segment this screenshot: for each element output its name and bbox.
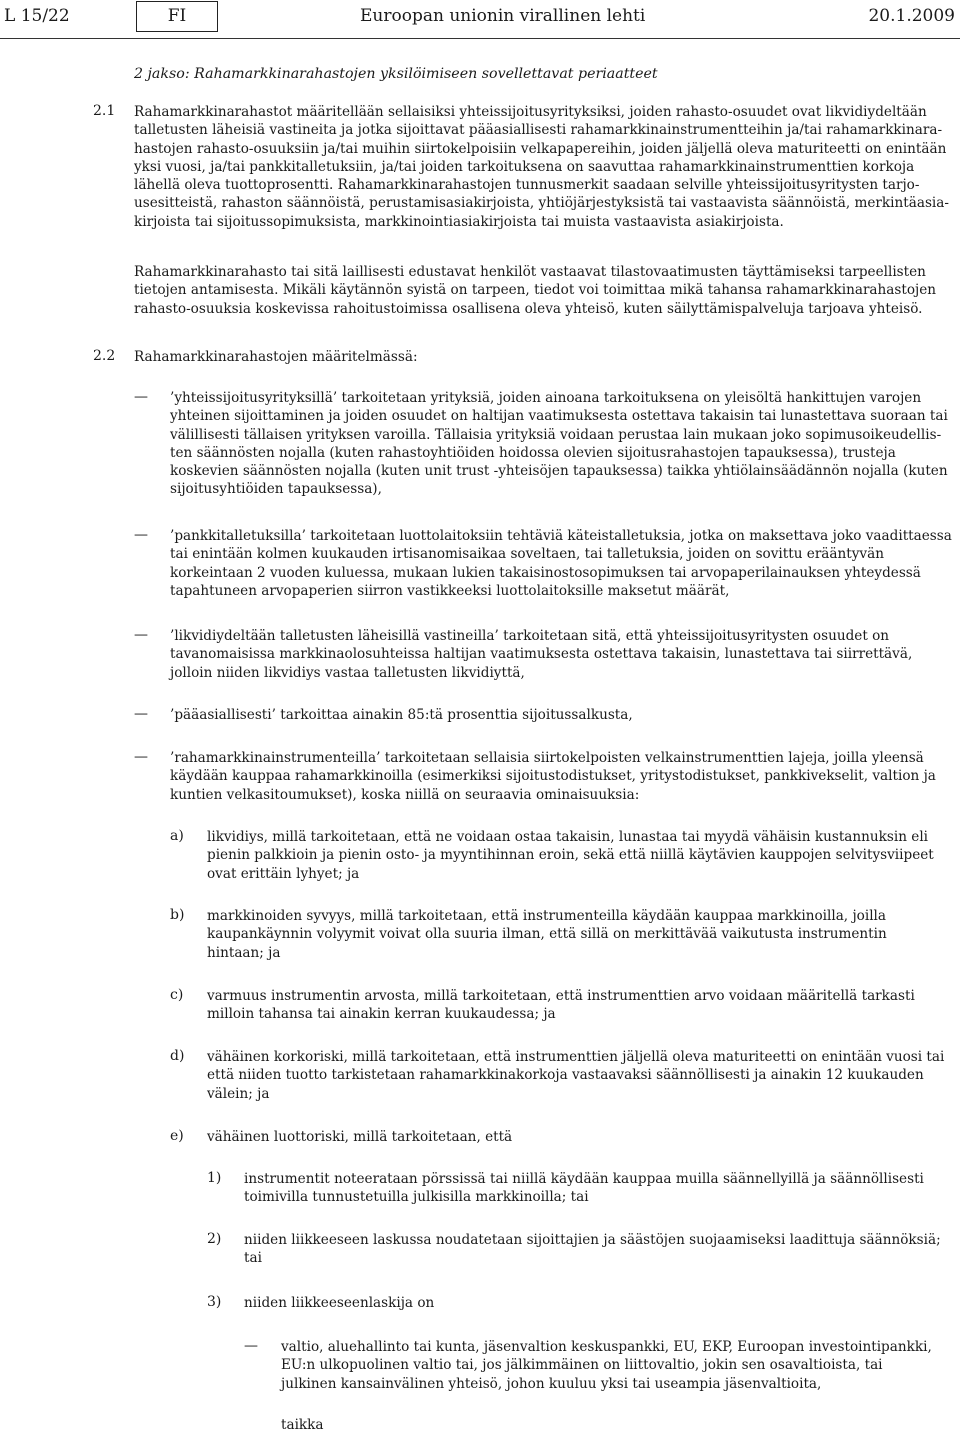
paragraph-2-2-intro: Rahamarkkinarahastojen määritelmässä:: [134, 349, 418, 365]
list-dash: —: [134, 749, 148, 765]
issuer-list-item: [281, 1338, 932, 1393]
numbered-text: [244, 1170, 924, 1207]
text-line: tai enintään kolmen kuukauden irtisanomisaikaa soveltaen, tai talletuksia, joiden on sovittu erääntyvän: [170, 546, 884, 563]
subitem-label: d): [170, 1048, 185, 1064]
numbered-label: 3): [207, 1294, 222, 1310]
text-line: hastojen rahasto-osuuksiin ja/tai muihin siirtokelpoisiin velkapapereihin, joiden jäljellä oleva maturiteetti on enintään: [134, 140, 947, 157]
text-line: lähellä oleva tuottoprosentti. Rahamarkkinarahastojen tunnusmerkit saadaan selville yhteissijoitusyritysten tarjo-: [134, 177, 920, 194]
text-line: ten säännösten nojalla (kuten rahastoyhtiöiden hoidossa olevien sijoitusrahastojen tapauksessa), trusteja: [170, 444, 896, 461]
subitem-label: a): [170, 828, 184, 844]
language-code-box: FI: [136, 1, 218, 32]
subitem-text: [207, 987, 915, 1024]
continuation-word: taikka: [281, 1417, 324, 1433]
text-line: ’likvidiydeltään talletusten läheisillä vastineilla’ tarkoitetaan sitä, että yhteissijoitusyritysten osuudet on: [170, 628, 890, 644]
text-line: ’pääasiallisesti’ tarkoittaa ainakin 85:tä prosenttia sijoitussalkusta,: [170, 707, 633, 723]
text-line: kuntien velkasitoumukset), koska niillä on seuraavia ominaisuuksia:: [170, 786, 640, 803]
text-line: varmuus instrumentin arvosta, millä tarkoitetaan, että instrumenttien arvo voidaan määritellä tarkasti: [207, 988, 915, 1004]
text-line: jolloin niiden likvidiys vastaa talletusten likvidiyttä,: [170, 664, 525, 681]
text-line: käydään kauppaa rahamarkkinoilla (esimerkiksi sijoitustodistukset, yritystodistukset, pankkivekselit, valtion ja: [170, 768, 936, 785]
journal-title: Euroopan unionin virallinen lehti: [360, 6, 646, 26]
text-line: hintaan; ja: [207, 944, 281, 961]
paragraph-2-1-responsibility: [134, 263, 937, 318]
text-line: koskevien säännösten nojalla (kuten unit trust -yhteisöjen tapauksessa) taikka yhtiölainsäädännön nojalla (kuten: [170, 463, 948, 480]
text-line: tai: [244, 1250, 262, 1267]
text-line: sijoitusyhtiöiden tapauksessa),: [170, 481, 382, 498]
subitem-text: [207, 828, 934, 883]
subitem-text: [207, 907, 887, 962]
list-dash: —: [134, 389, 148, 405]
definition-item: [170, 749, 936, 804]
text-line: niiden liikkeeseenlaskija on: [244, 1295, 435, 1311]
text-line: vähäinen luottoriski, millä tarkoitetaan, että: [207, 1129, 513, 1145]
text-line: instrumentit noteerataan pörssissä tai niillä käydään kauppaa muilla säännellyillä ja säännöllisesti: [244, 1171, 924, 1187]
text-line: tapahtuneen arvopaperien siirron vastikkeeksi luottolaitoksille maksetut määrät,: [170, 582, 730, 599]
numbered-label: 1): [207, 1170, 222, 1186]
text-line: valtio, aluehallinto tai kunta, jäsenvaltion keskuspankki, EU, EKP, Euroopan investointipankki,: [281, 1339, 932, 1355]
text-line: toimivilla tunnustetuilla julkisilla markkinoilla; tai: [244, 1189, 589, 1206]
text-line: julkinen kansainvälinen yhteisö, johon kuuluu yksi tai useampia jäsenvaltioita,: [281, 1375, 822, 1392]
header-divider: [0, 38, 960, 39]
text-line: että niiden tuotto tarkistetaan rahamarkkinakorkoja vastaavaksi säännöllisesti ja ainakin 12 kuukauden: [207, 1067, 924, 1084]
text-line: ’rahamarkkinainstrumenteilla’ tarkoitetaan sellaisia siirtokelpoisten velkainstrumenttien lajeja, joilla yleensä: [170, 750, 924, 766]
definition-item: [170, 527, 952, 600]
text-line: ’yhteissijoitusyrityksillä’ tarkoitetaan yrityksiä, joiden ainoana tarkoituksena on yleisöltä hankittujen varojen: [170, 390, 922, 406]
text-line: Rahamarkkinarahasto tai sitä laillisesti edustavat henkilöt vastaavat tilastovaatimusten täyttämiseksi tarpeellisten: [134, 264, 926, 280]
definition-item: [170, 627, 913, 682]
subitem-text: [207, 1048, 945, 1103]
definition-item: [170, 389, 948, 499]
section-heading: 2 jakso: Rahamarkkinarahastojen yksilöimiseen sovellettavat periaatteet: [134, 66, 658, 82]
text-line: välillisesti tällaisen yrityksen varoilla. Tällaisia yrityksiä voidaan perustaa lain mukaan joko sopimusoikeudellis-: [170, 426, 942, 443]
text-line: markkinoiden syvyys, millä tarkoitetaan, että instrumenteilla käydään kauppaa markkinoilla, joilla: [207, 908, 886, 924]
list-dash: —: [134, 706, 148, 722]
list-dash: —: [134, 527, 148, 543]
text-line: talletusten läheisiä vastineita ja jotka sijoittavat pääasiallisesti rahamarkkinainstrumentteihin ja/tai rahamarkkinara-: [134, 122, 943, 139]
text-line: ovat erittäin lyhyet; ja: [207, 865, 360, 882]
numbered-text: [244, 1294, 865, 1312]
publication-date: 20.1.2009: [868, 6, 955, 26]
subitem-label: c): [170, 987, 184, 1003]
definition-item: [170, 706, 865, 724]
subitem-label: e): [170, 1128, 184, 1144]
text-line: tietojen antamisesta. Mikäli käytännön syistä on tarpeen, tiedot voi toimittaa mikä tahansa rahamarkkinarahastojen: [134, 282, 937, 299]
numbered-label: 2): [207, 1231, 222, 1247]
text-line: yhteinen sijoittaminen ja joiden osuudet on haltijan vaatimuksesta ostettava takaisin tai lunastettava suoraan tai: [170, 408, 948, 425]
numbered-text: [244, 1231, 941, 1268]
text-line: välein; ja: [207, 1085, 270, 1102]
text-line: likvidiys, millä tarkoitetaan, että ne voidaan ostaa takaisin, lunastaa tai myydä vähäisin kustannuksin eli: [207, 829, 929, 845]
journal-reference: L 15/22: [4, 6, 70, 26]
text-line: kaupankäynnin volyymit voivat olla suuria ilman, että sillä on merkittävää vaikutusta instrumentin: [207, 926, 887, 943]
text-line: rahasto-osuuksia koskevissa rahoitustoimissa osallisena oleva yhteisö, kuten säilyttämispalveluja tarjoava yhteisö.: [134, 300, 923, 317]
subitem-label: b): [170, 907, 185, 923]
text-line: vähäinen korkoriski, millä tarkoitetaan, että instrumenttien jäljellä oleva maturiteetti on enintään vuosi tai: [207, 1049, 945, 1065]
paragraph-number-2-1: 2.1: [93, 103, 116, 119]
page-header: [0, 0, 960, 40]
list-dash: —: [244, 1338, 258, 1354]
subitem-text: [207, 1128, 865, 1146]
text-line: niiden liikkeeseen laskussa noudatetaan sijoittajien ja säästöjen suojaamiseksi laadittuja säännöksiä;: [244, 1232, 941, 1248]
text-line: milloin tahansa tai ainakin kerran kuukaudessa; ja: [207, 1006, 556, 1023]
text-line: pienin palkkioin ja pienin osto- ja myyntihinnan eroin, sekä että niillä käytävien kauppojen selvitysviipeet: [207, 847, 934, 864]
text-line: usesitteistä, rahaston säännöistä, perustamisasiakirjoista, yhtiöjärjestyksistä tai vastaavista säännöistä, merkintäasia-: [134, 195, 949, 212]
text-line: yksi vuosi, ja/tai pankkitalletuksiin, ja/tai joiden tarkoituksena on saavuttaa rahamarkkinainstrumenttien korkoja: [134, 158, 915, 175]
text-line: ’pankkitalletuksilla’ tarkoitetaan luottolaitoksiin tehtäviä käteistalletuksia, jotka on maksettava joko vaadittaessa: [170, 528, 952, 544]
text-line: kirjoista tai sijoitussopimuksista, markkinointiasiakirjoista tai muista vastaavista asiakirjoista.: [134, 213, 784, 230]
text-line: Rahamarkkinarahastot määritellään sellaisiksi yhteissijoitusyrityksiksi, joiden rahasto-osuudet ovat likvidiydeltään: [134, 104, 927, 120]
paragraph-2-1: [134, 103, 949, 231]
list-dash: —: [134, 627, 148, 643]
text-line: tavanomaisissa markkinaolosuhteissa haltijan vaatimuksesta ostettava takaisin, lunastettava tai siirrettävä,: [170, 646, 913, 663]
paragraph-number-2-2: 2.2: [93, 348, 116, 364]
text-line: korkeintaan 2 vuoden kuluessa, mukaan lukien takaisinostosopimuksen tai arvopaperilainauksen yhteydessä: [170, 564, 921, 581]
text-line: EU:n ulkopuolinen valtio tai, jos jälkimmäinen on liittovaltio, jokin sen osavaltioista, tai: [281, 1357, 883, 1374]
